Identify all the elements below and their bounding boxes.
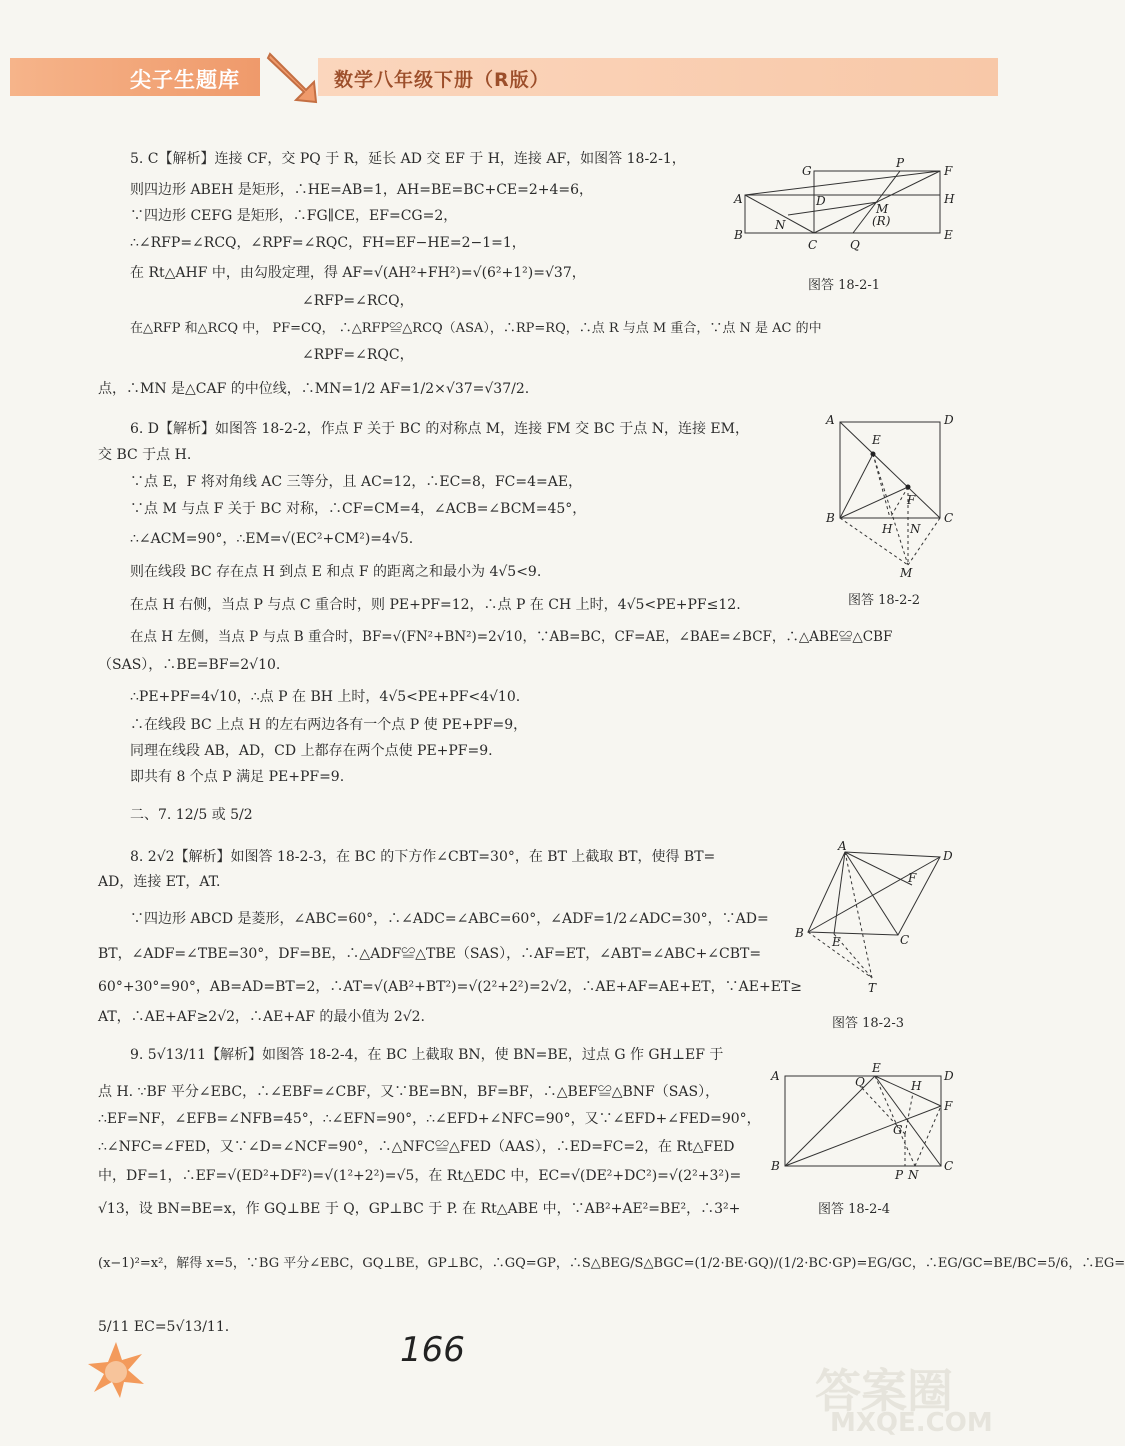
text-line: ∵四边形 ABCD 是菱形，∠ABC=60°，∴∠ADC=∠ABC=60°，∠ADF=1/2∠ADC=30°，∵AD= — [130, 911, 769, 927]
fig-label: B — [826, 511, 835, 525]
fig-label: N — [910, 522, 921, 536]
text-line: 交 BC 于点 H. — [98, 447, 192, 463]
fig-label: A — [826, 413, 835, 427]
figure-caption: 图答 18-2-2 — [848, 593, 921, 608]
text-line: BT，∠ADF=∠TBE=30°，DF=BE，∴△ADF≌△TBE（SAS），∴AF=ET，∠ABT=∠ABC+∠CBT= — [98, 946, 762, 962]
text-line: ∵四边形 CEFG 是矩形，∴FG∥CE，EF=CG=2， — [130, 208, 458, 224]
text-line: 在点 H 右侧，当点 P 与点 C 重合时，则 PE+PF=12，∴点 P 在 CH 上时，4√5<PE+PF≤12. — [130, 597, 741, 613]
text-line: 二、7. 12/5 或 5/2 — [130, 807, 253, 823]
fig-label: F — [944, 164, 953, 178]
fig-label: B — [771, 1159, 780, 1173]
text-line: 点，∴MN 是△CAF 的中位线，∴MN=1/2 AF=1/2×√37=√37/2. — [98, 381, 530, 397]
watermark-url: MXQE.COM — [830, 1408, 993, 1438]
fig-label: D — [816, 194, 826, 208]
figure-caption: 图答 18-2-3 — [832, 1016, 905, 1031]
fig-label: (R) — [872, 214, 891, 228]
fig-label: Q — [855, 1075, 865, 1089]
page-header — [0, 58, 1000, 96]
text-line: ∴PE+PF=4√10，∴点 P 在 BH 上时，4√5<PE+PF<4√10. — [130, 689, 521, 705]
fig-label: E — [944, 228, 953, 242]
fig-label: A — [771, 1069, 780, 1083]
text-line: 8. 2√2【解析】如图答 18-2-3，在 BC 的下方作∠CBT=30°，在 BT 上截取 BT，使得 BT= — [130, 849, 716, 865]
text-line: ∵点 E，F 将对角线 AC 三等分，且 AC=12，∴EC=8，FC=4=AE， — [130, 474, 583, 490]
fig-label: C — [944, 1159, 954, 1173]
watermark-text: 答案圈 — [815, 1364, 953, 1418]
text-line: ∴∠ACM=90°，∴EM=√(EC²+CM²)=4√5. — [130, 531, 414, 547]
brand-title: 尖子生题库 — [130, 68, 240, 92]
fig-label: E — [872, 1061, 881, 1075]
fig-label: M — [876, 202, 889, 216]
subject-banner — [318, 58, 998, 96]
brand-banner — [10, 58, 260, 96]
fig-label: A — [734, 192, 743, 206]
text-line: 在点 H 左侧，当点 P 与点 B 重合时，BF=√(FN²+BN²)=2√10，∵AB=BC，CF=AE，∠BAE=∠BCF，∴△ABE≌△CBF — [130, 629, 893, 645]
fig-label: H — [882, 522, 893, 536]
fig-label: B — [734, 228, 743, 242]
fig-label: H — [944, 192, 955, 206]
fig-label: D — [943, 849, 953, 863]
fig-label: C — [944, 511, 954, 525]
fig-label: B — [795, 926, 804, 940]
text-line: (x−1)²=x²，解得 x=5，∵BG 平分∠EBC，GQ⊥BE，GP⊥BC，∴GQ=GP，∴S△BEG/S△BGC=(1/2·BE·GQ)/(1/2·BC·GP)=EG/GC，∴EG/GC=BE/BC=5/6，∴EG= — [98, 1256, 1125, 1271]
page-badge-icon — [86, 1340, 146, 1400]
text-line: 则在线段 BC 存在点 H 到点 E 和点 F 的距离之和最小为 4√5<9. — [130, 564, 542, 580]
text-line: √13，设 BN=BE=x，作 GQ⊥BE 于 Q，GP⊥BC 于 P. 在 Rt△ABE 中，∵AB²+AE²=BE²，∴3²+ — [98, 1201, 741, 1217]
page-number: 166 — [400, 1330, 465, 1370]
text-line: ∵点 M 与点 F 关于 BC 对称，∴CF=CM=4，∠ACB=∠BCM=45°， — [130, 501, 587, 517]
text-line: 点 H. ∵BF 平分∠EBC，∴∠EBF=∠CBF，又∵BE=BN，BF=BF，∴△BEF≌△BNF（SAS）， — [98, 1084, 720, 1100]
text-line: 即共有 8 个点 P 满足 PE+PF=9. — [130, 769, 345, 785]
fig-label: C — [808, 238, 818, 252]
text-line: 在 Rt△AHF 中，由勾股定理，得 AF=√(AH²+FH²)=√(6²+1²)=√37， — [130, 265, 586, 281]
text-line: （SAS），∴BE=BF=2√10. — [98, 657, 281, 673]
fig-label: P — [896, 156, 905, 170]
text-line: ∴∠NFC=∠FED，又∵∠D=∠NCF=90°，∴△NFC≌△FED（AAS），∴ED=FC=2，在 Rt△FED — [98, 1139, 735, 1155]
fig-label: E — [832, 935, 841, 949]
text-line: ∴∠RFP=∠RCQ，∠RPF=∠RQC，FH=EF−HE=2−1=1， — [130, 235, 526, 251]
subject-title: 数学八年级下册（R版） — [334, 69, 550, 91]
text-line: 60°+30°=90°，AB=AD=BT=2，∴AT=√(AB²+BT²)=√(2²+2²)=2√2，∴AE+AF=AE+ET，∵AE+ET≥ — [98, 979, 802, 995]
text-line: 在△RFP 和△RCQ 中， PF=CQ， ∴△RFP≌△RCQ（ASA），∴RP=RQ，∴点 R 与点 M 重合，∵点 N 是 AC 的中 — [130, 321, 822, 336]
fig-label: E — [872, 433, 881, 447]
text-line: ∠RFP=∠RCQ， — [302, 293, 414, 309]
fig-label: D — [944, 1069, 954, 1083]
fig-label: D — [944, 413, 954, 427]
fig-label: F — [908, 871, 917, 885]
fig-label: T — [868, 981, 877, 995]
fig-label: A — [838, 839, 847, 853]
figure-18-2-4 — [765, 1058, 965, 1183]
fig-label: H — [911, 1079, 922, 1093]
fig-label: F — [944, 1099, 953, 1113]
fig-label: G — [802, 164, 812, 178]
fig-label: G — [893, 1123, 903, 1137]
text-line: ∴在线段 BC 上点 H 的左右两边各有一个点 P 使 PE+PF=9， — [130, 717, 528, 733]
text-line: 5/11 EC=5√13/11. — [98, 1319, 230, 1335]
text-line: ∴EF=NF，∠EFB=∠NFB=45°，∴∠EFN=90°，∴∠EFD+∠NFC=90°，又∵∠EFD+∠FED=90°， — [98, 1111, 761, 1127]
text-line: 6. D【解析】如图答 18-2-2，作点 F 关于 BC 的对称点 M，连接 FM 交 BC 于点 N，连接 EM， — [130, 421, 749, 437]
figure-caption: 图答 18-2-1 — [808, 278, 881, 293]
arrow-icon — [262, 50, 322, 104]
figure-18-2-3 — [790, 840, 965, 995]
fig-label: Q — [850, 238, 860, 252]
text-line: 同理在线段 AB，AD，CD 上都存在两个点使 PE+PF=9. — [130, 743, 493, 759]
text-line: ∠RPF=∠RQC， — [302, 347, 414, 363]
fig-label: P — [895, 1168, 904, 1182]
figure-caption: 图答 18-2-4 — [818, 1202, 891, 1217]
fig-label: N — [908, 1168, 919, 1182]
fig-label: C — [900, 933, 910, 947]
figure-18-2-2 — [820, 410, 965, 580]
text-line: AD，连接 ET，AT. — [98, 874, 221, 890]
text-line: 5. C【解析】连接 CF，交 PQ 于 R，延长 AD 交 EF 于 H，连接 AF，如图答 18-2-1， — [130, 151, 686, 167]
text-line: 9. 5√13/11【解析】如图答 18-2-4，在 BC 上截取 BN，使 BN=BE，过点 G 作 GH⊥EF 于 — [130, 1047, 724, 1063]
text-line: AT，∴AE+AF≥2√2，∴AE+AF 的最小值为 2√2. — [98, 1009, 426, 1025]
figure-18-2-1 — [730, 155, 965, 265]
fig-label: F — [907, 493, 916, 507]
fig-label: M — [900, 566, 913, 580]
text-line: 则四边形 ABEH 是矩形，∴HE=AB=1，AH=BE=BC+CE=2+4=6， — [130, 182, 594, 198]
fig-label: N — [775, 218, 786, 232]
text-line: 中，DF=1，∴EF=√(ED²+DF²)=√(1²+2²)=√5，在 Rt△EDC 中，EC=√(DE²+DC²)=√(2²+3²)= — [98, 1168, 742, 1184]
